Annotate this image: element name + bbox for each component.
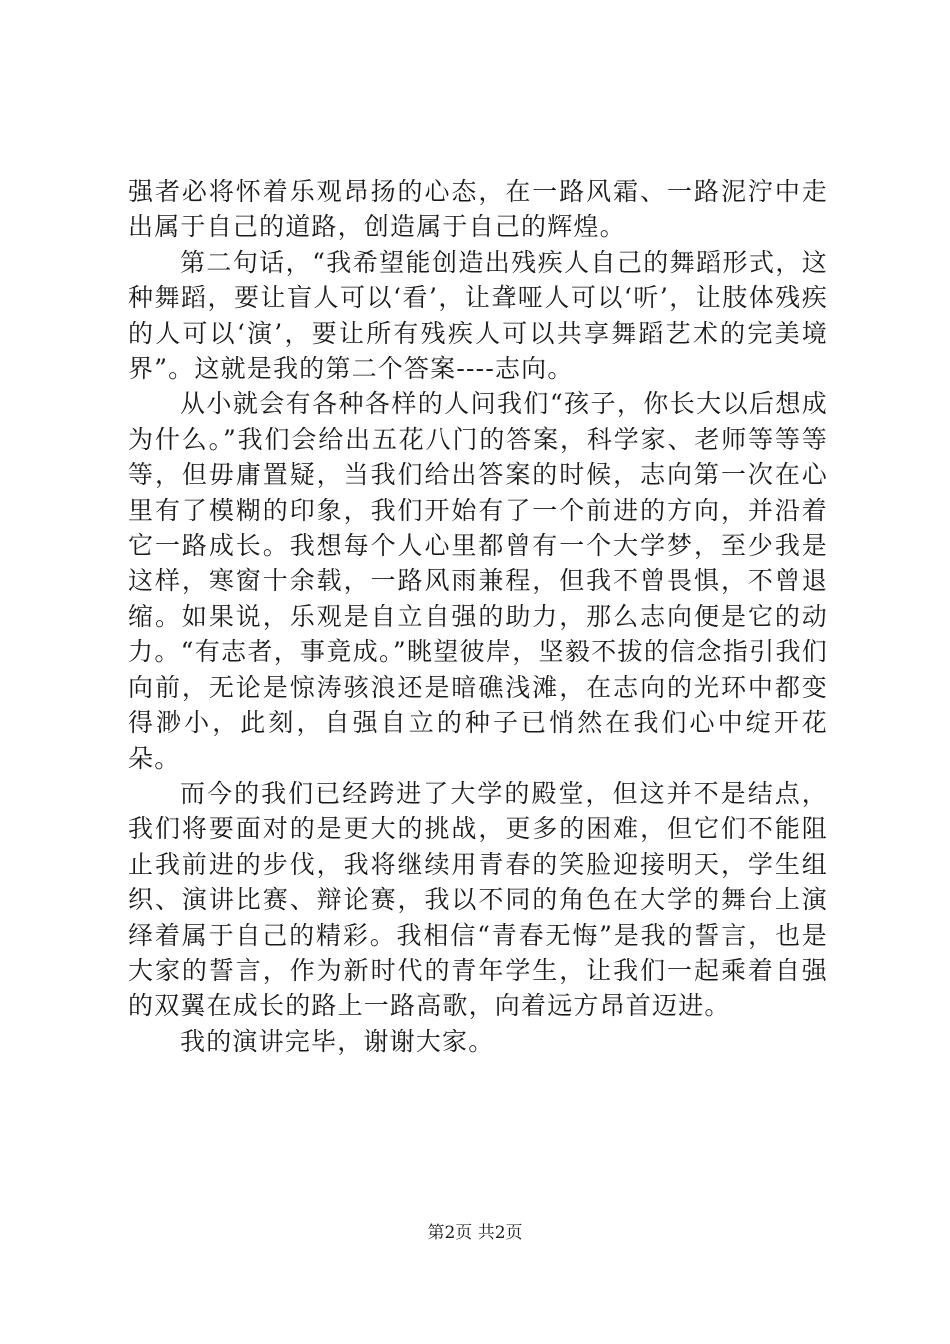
- document-body: [128, 174, 828, 1059]
- paragraph-closing: 我的演讲完毕，谢谢大家。: [180, 1026, 495, 1056]
- page-number-footer: 第2页 共2页: [427, 1223, 523, 1243]
- paragraph-ambition: 从小就会有各种各样的人问我们“孩子，你长大以后想成为什么。”我们会给出五花八门的答案，科学家、老师等等等等，但毋庸置疑，当我们给出答案的时候，志向第一次在心里有了模糊的印象，我们开始有了一个前进的方向，并沿着它一路成长。我想每个人心里都曾有一个大学梦，至少我是这样，寒窗十余载，一路风雨兼程，但我不曾畏惧，不曾退缩。如果说，乐观是自立自强的助力，那么志向便是它的动力。“有志者，事竟成。”眺望彼岸，坚毅不拔的信念指引我们向前，无论是惊涛骇浪还是暗礁浅滩，在志向的光环中都变得渺小，此刻，自强自立的种子已悄然在我们心中绽开花朵。: [128, 389, 828, 773]
- paragraph-second-sentence: 第二句话，“我希望能创造出残疾人自己的舞蹈形式，这种舞蹈，要让盲人可以‘看’，让聋哑人可以‘听’，让肢体残疾的人可以‘演’，要让所有残疾人可以共享舞蹈艺术的完美境界”。这就是我的第二个答案----志向。: [128, 247, 828, 384]
- paragraph-university: 而今的我们已经跨进了大学的殿堂，但这并不是结点，我们将要面对的是更大的挑战，更多的困难，但它们不能阻止我前进的步伐，我将继续用青春的笑脸迎接明天，学生组织、演讲比赛、辩论赛，我以不同的角色在大学的舞台上演绎着属于自己的精彩。我相信“青春无悔”是我的誓言，也是大家的誓言，作为新时代的青年学生，让我们一起乘着自强的双翼在成长的路上一路高歌，向着远方昂首迈进。: [128, 778, 828, 1021]
- paragraph-continuation: 强者必将怀着乐观昂扬的心态，在一路风霜、一路泥泞中走出属于自己的道路，创造属于自己的辉煌。: [128, 177, 828, 242]
